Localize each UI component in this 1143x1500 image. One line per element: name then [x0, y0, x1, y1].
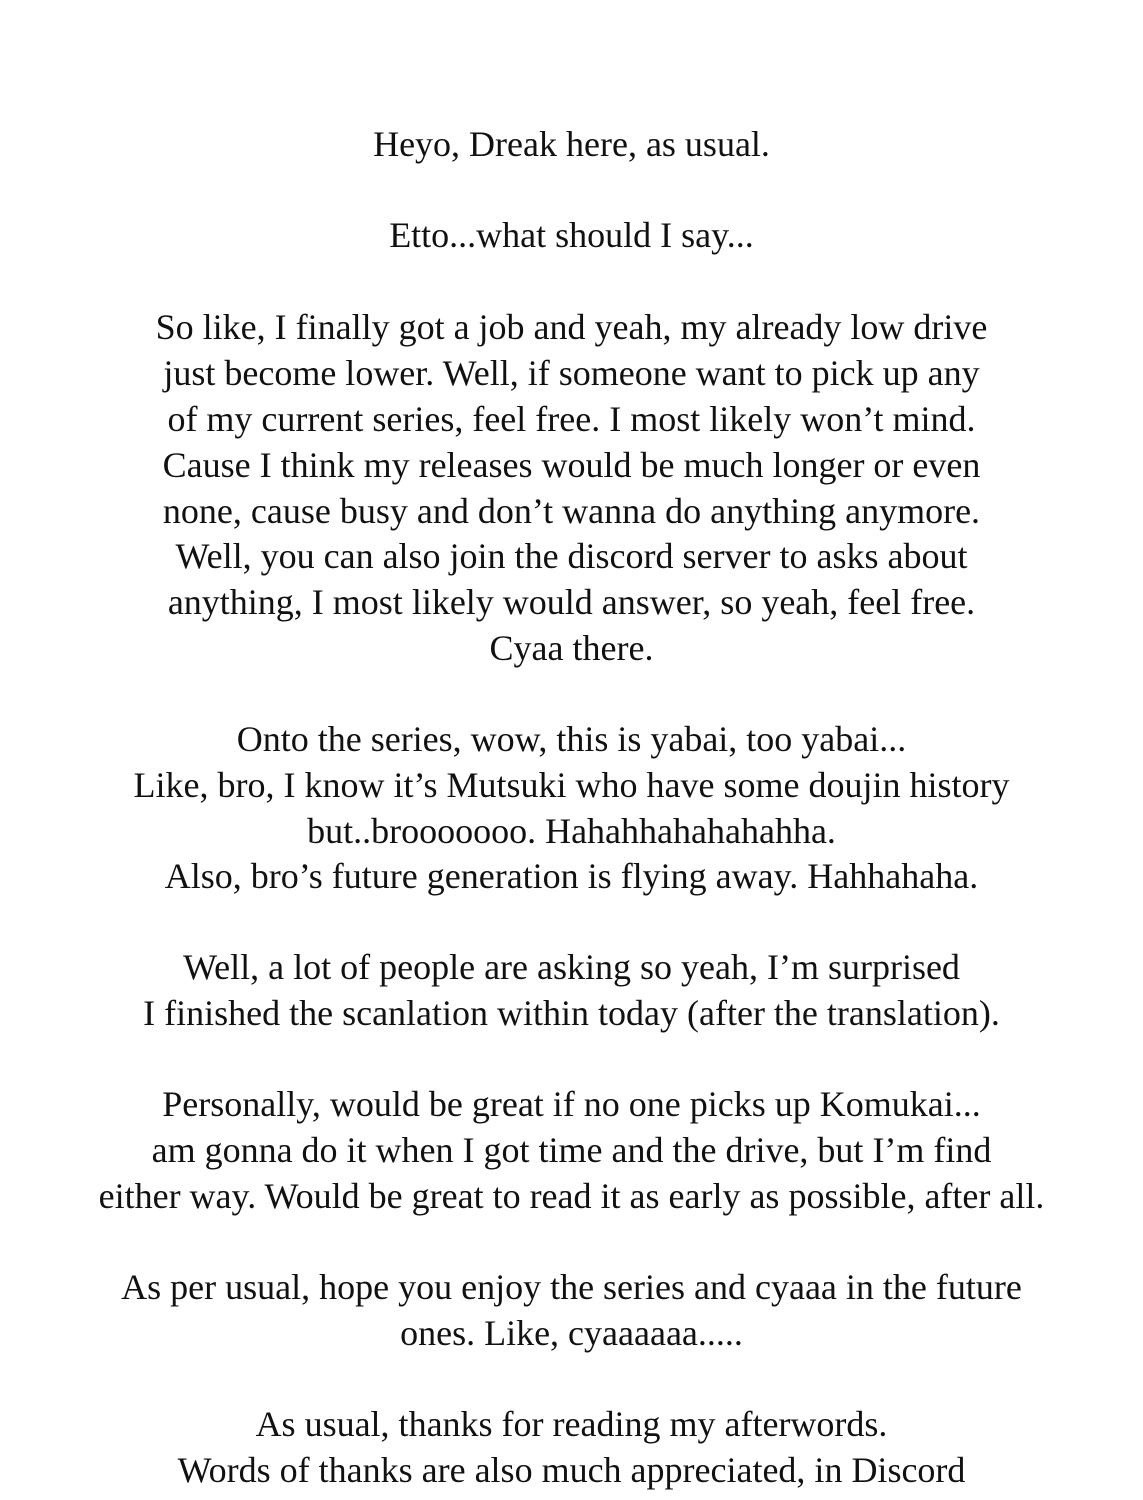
text-line: but..brooooooo. Hahahhahahahahha.: [307, 811, 836, 851]
text-line: ones. Like, cyaaaaaa.....: [400, 1313, 743, 1353]
text-line: As usual, thanks for reading my afterwords.: [255, 1404, 888, 1444]
text-line: Etto...what should I say...: [389, 215, 754, 255]
text-line: I finished the scanlation within today (after the translation).: [143, 993, 1000, 1033]
text-line: Well, a lot of people are asking so yeah, I’m surprised: [183, 947, 960, 987]
text-line: Well, you can also join the discord server to asks about: [175, 536, 968, 576]
text-line: none, cause busy and don’t wanna do anything anymore.: [162, 491, 981, 531]
text-line: just become lower. Well, if someone want to pick up any: [163, 353, 980, 393]
text-line: Personally, would be great if no one picks up Komukai...: [162, 1084, 981, 1124]
greeting-line: Heyo, Dreak here, as usual.: [373, 124, 770, 164]
text-line: As per usual, hope you enjoy the series and cyaaa in the future: [121, 1267, 1022, 1307]
text-line: anything, I most likely would answer, so yeah, feel free.: [167, 582, 976, 622]
text-line: Onto the series, wow, this is yabai, too yabai...: [236, 719, 907, 759]
text-line: Cyaa there.: [489, 628, 654, 668]
text-line: Words of thanks are also much appreciated, in Discord: [177, 1450, 966, 1490]
text-line: So like, I finally got a job and yeah, my already low drive: [155, 307, 988, 347]
text-line: of my current series, feel free. I most likely won’t mind.: [167, 399, 976, 439]
text-line: Also, bro’s future generation is flying away. Hahhahaha.: [164, 856, 979, 896]
text-line: Like, bro, I know it’s Mutsuki who have some doujin history: [133, 765, 1010, 805]
text-line: am gonna do it when I got time and the drive, but I’m find: [151, 1130, 992, 1170]
text-line: Cause I think my releases would be much longer or even: [162, 445, 981, 485]
text-line: either way. Would be great to read it as early as possible, after all.: [98, 1176, 1045, 1216]
